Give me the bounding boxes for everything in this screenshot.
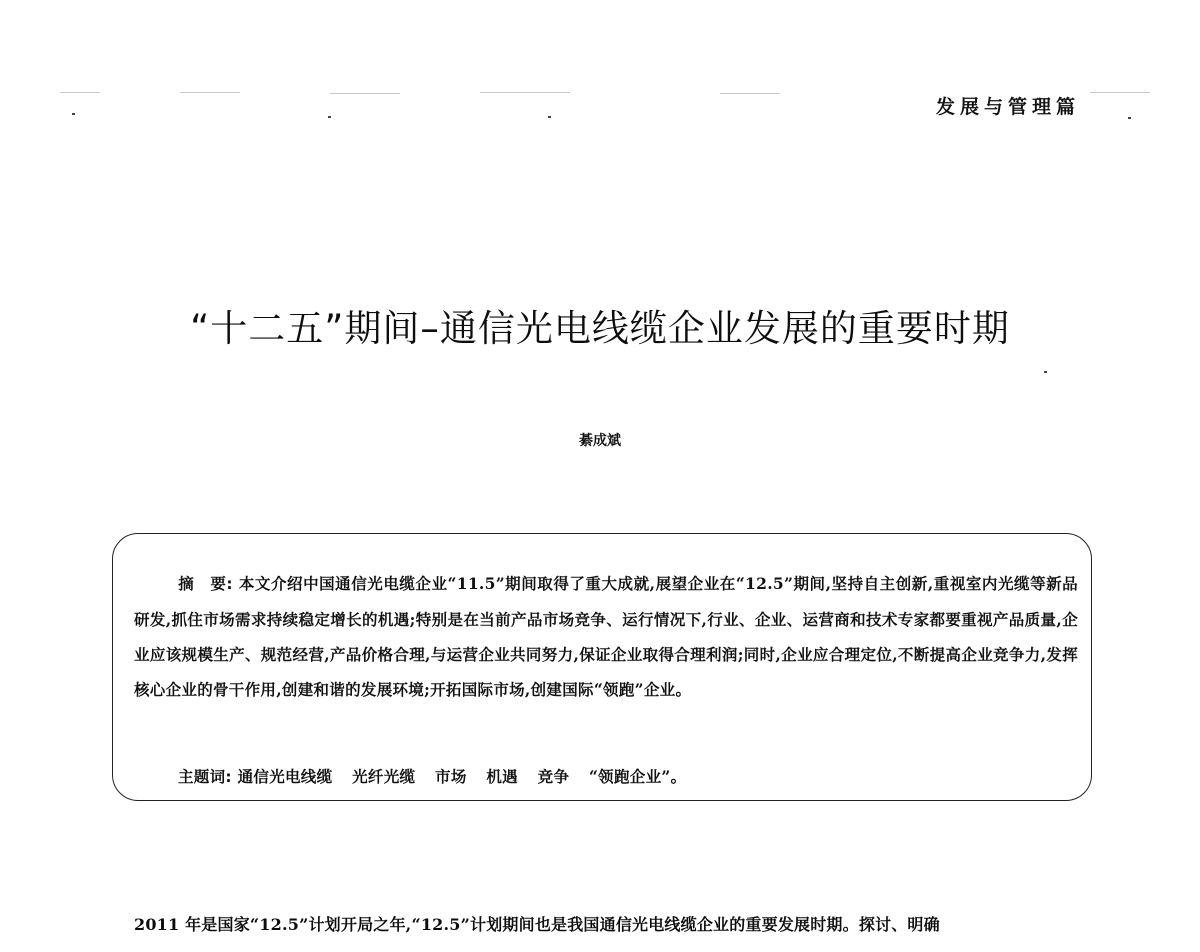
scan-speck — [72, 113, 75, 115]
scan-noise — [330, 93, 400, 94]
abstract — [134, 566, 1078, 707]
keyword-item: 光纤光缆 — [352, 767, 416, 786]
scan-speck — [1044, 371, 1047, 373]
article-title: “十二五”期间–通信光电线缆企业发展的重要时期 — [190, 307, 1010, 350]
keyword-item: 机遇 — [486, 767, 518, 786]
scan-noise — [1090, 92, 1150, 93]
section-title: 发展与管理篇 — [935, 96, 1080, 118]
scan-speck — [328, 116, 331, 118]
body-first-line: 2011 年是国家“12.5”计划开局之年,“12.5”计划期间也是我国通信光电线缆企业的重要发展时期。探讨、明确 — [134, 915, 940, 934]
scan-noise — [180, 92, 240, 93]
keyword-item: 通信光电线缆 — [237, 767, 333, 786]
keyword-item: 竞争 — [537, 767, 570, 786]
scan-noise — [60, 92, 100, 93]
keywords-line — [178, 765, 1058, 787]
keywords-label: 主题词: — [178, 768, 232, 786]
scan-noise — [480, 92, 570, 93]
scan-speck — [548, 116, 551, 118]
article-author: 綦成斌 — [579, 433, 621, 449]
keyword-item: 市场 — [435, 767, 467, 786]
abstract-body: 本文介绍中国通信光电缆企业“11.5”期间取得了重大成就,展望企业在“12.5”期间,坚持自主创新,重视室内光缆等新品研发,抓住市场需求持续稳定增长的机遇;特别是在当前产品市场竞争、运行情况下,行业、企业、运营商和技术专家都要重视产品质量,企业应该规模生产、规范经营,产品价格合理,与运营企业共同努力,保证企业取得合理利润;同时,企业应合理定位,不断提高企业竞争力,发挥核心企业的骨干作用,创建和谐的发展环境;开拓国际市场,创建国际“领跑”企业。 — [134, 574, 1078, 699]
scan-noise — [720, 93, 780, 94]
keyword-item: “领跑企业”。 — [588, 767, 687, 786]
abstract-label: 摘 要: — [178, 575, 233, 593]
scan-speck — [1128, 117, 1131, 119]
